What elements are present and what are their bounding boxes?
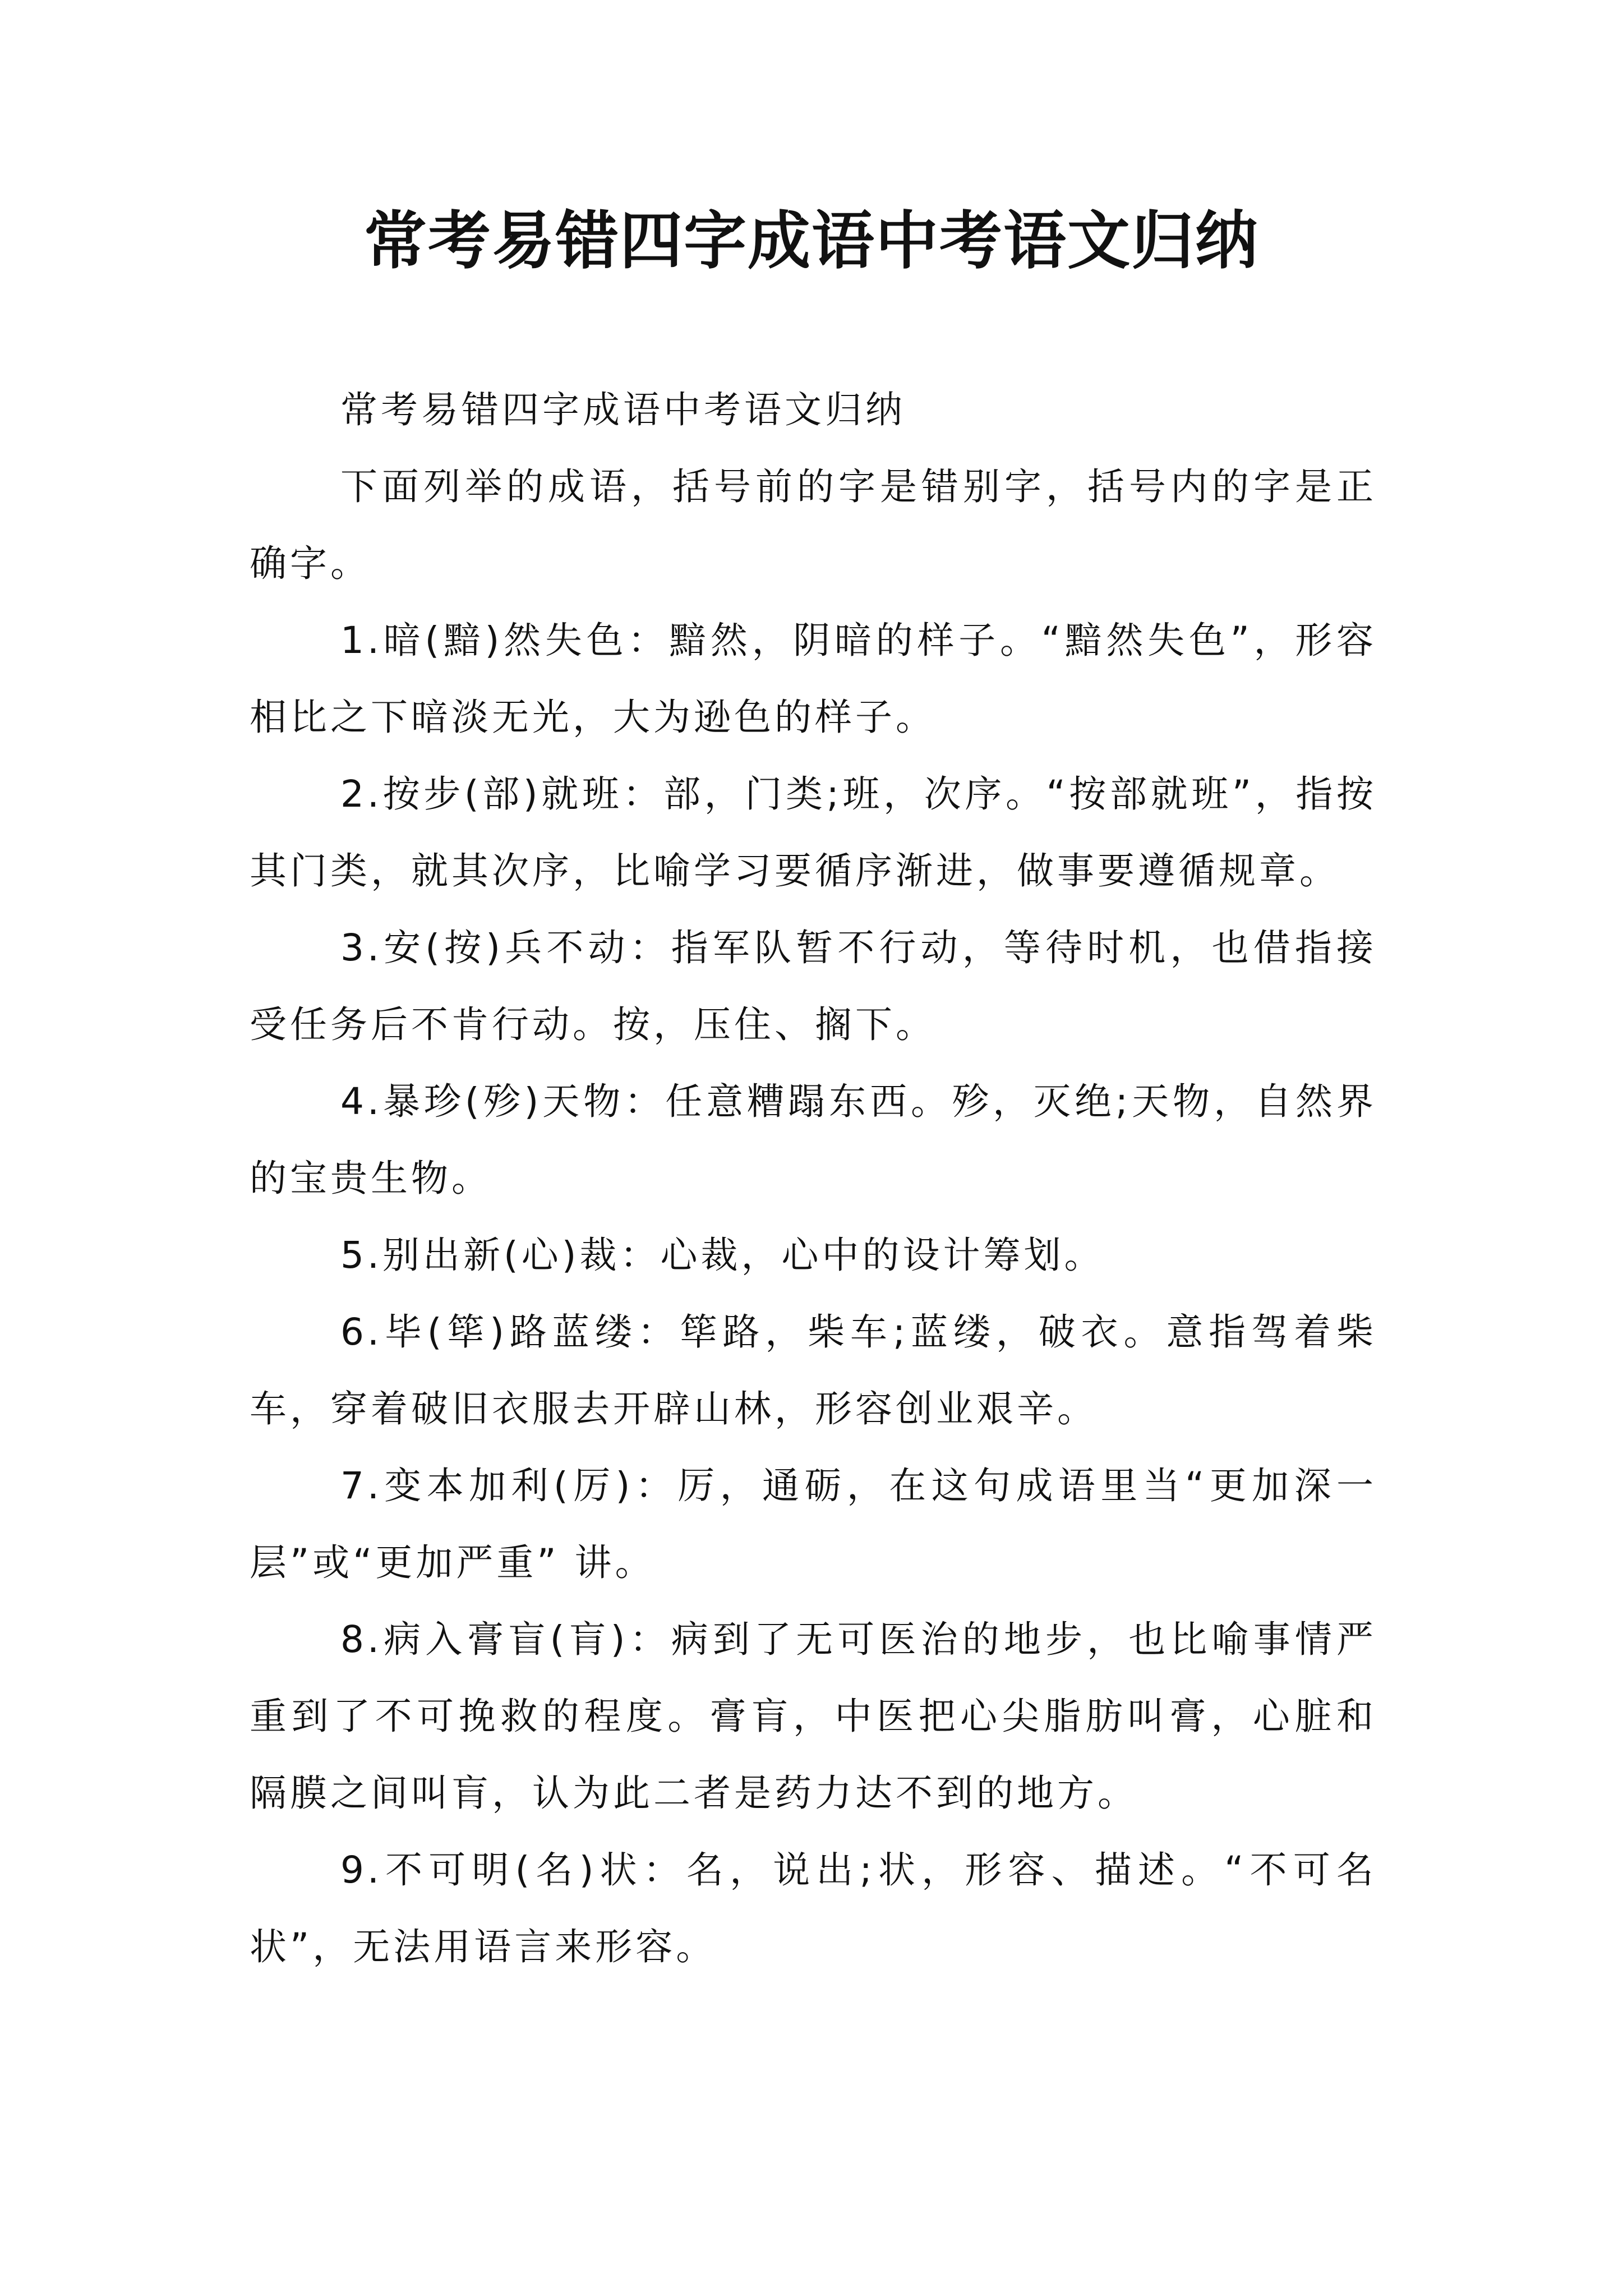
paragraph-heading: 常考易错四字成语中考语文归纳 <box>340 388 906 431</box>
idiom-item-6: 6.毕(筚)路蓝缕：筚路，柴车;蓝缕，破衣。意指驾着柴车，穿着破旧衣服去开辟山林，形容创业艰辛。 <box>250 1310 1377 1430</box>
idiom-item-3: 3.安(按)兵不动：指军队暂不行动，等待时机，也借指接受任务后不肯行动。按，压住、搁下。 <box>250 926 1377 1046</box>
idiom-item-1: 1.暗(黯)然失色：黯然，阴暗的样子。“黯然失色”，形容相比之下暗淡无光，大为逊色的样子。 <box>250 619 1377 739</box>
document-title: 常考易错四字成语中考语文归纳 <box>364 204 1259 278</box>
idiom-item-5: 5.别出新(心)裁：心裁，心中的设计筹划。 <box>340 1234 1105 1277</box>
document-body <box>250 371 1377 1985</box>
idiom-item-9: 9.不可明(名)状：名，说出;状，形容、描述。“不可名状”，无法用语言来形容。 <box>250 1848 1377 1968</box>
idiom-item-4: 4.暴珍(殄)天物：任意糟蹋东西。殄，灭绝;天物，自然界的宝贵生物。 <box>250 1080 1377 1200</box>
idiom-item-2: 2.按步(部)就班：部，门类;班，次序。“按部就班”，指按其门类，就其次序，比喻学习要循序渐进，做事要遵循规章。 <box>250 772 1377 892</box>
paragraph-intro: 下面列举的成语，括号前的字是错别字，括号内的字是正确字。 <box>250 465 1377 585</box>
idiom-item-7: 7.变本加利(厉)：厉，通砺，在这句成语里当“更加深一层”或“更加严重” 讲。 <box>250 1464 1377 1584</box>
idiom-item-8: 8.病入膏盲(肓)：病到了无可医治的地步，也比喻事情严重到了不可挽救的程度。膏肓，中医把心尖脂肪叫膏，心脏和隔膜之间叫肓，认为此二者是药力达不到的地方。 <box>250 1618 1377 1815</box>
